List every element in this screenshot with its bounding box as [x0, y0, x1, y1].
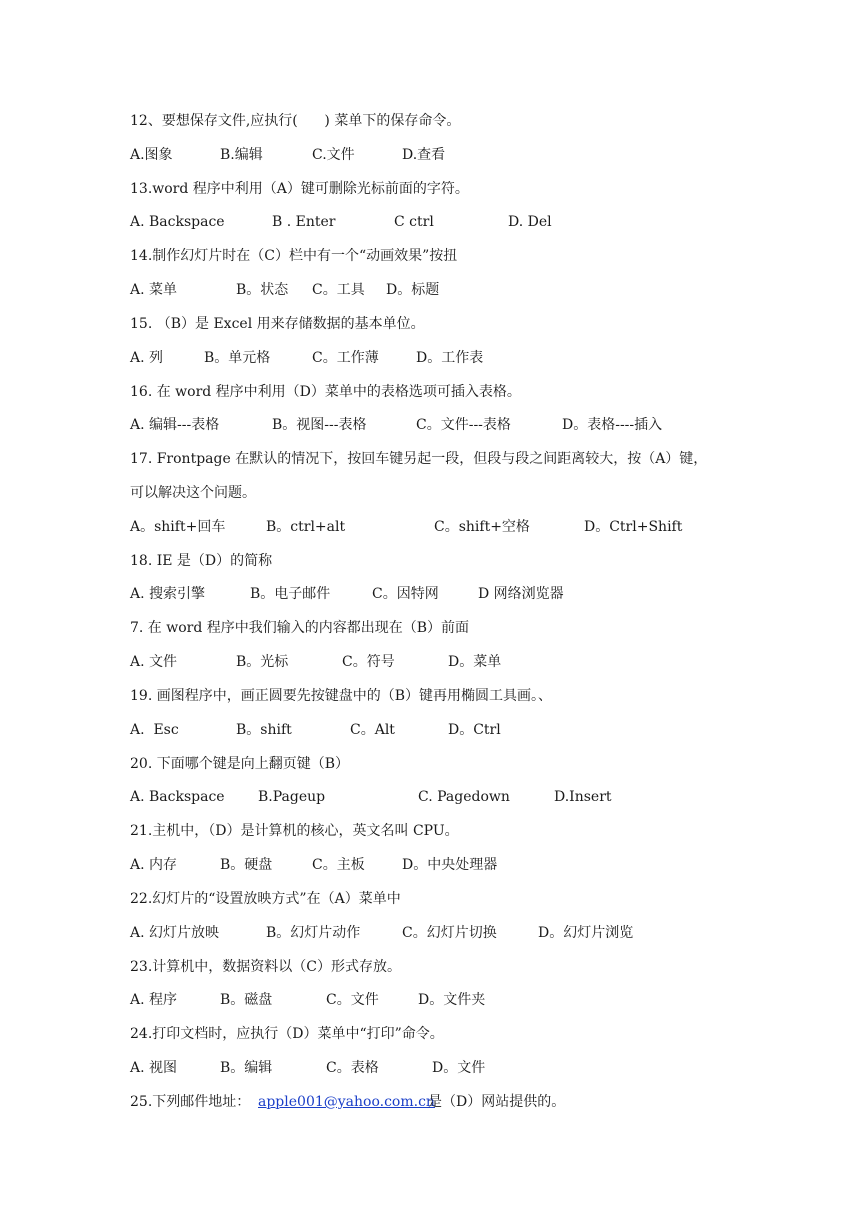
answer-option: C. Pagedown — [418, 789, 510, 806]
answer-option: D. Del — [508, 214, 552, 231]
answer-option: B。ctrl+alt — [266, 518, 346, 535]
answer-option: D.Insert — [554, 789, 612, 806]
answer-option: D。文件 — [432, 1059, 486, 1076]
answer-option: B。单元格 — [204, 349, 271, 366]
answer-option: C。工作薄 — [312, 349, 379, 366]
answer-option: C。shift+空格 — [434, 518, 530, 535]
answer-option: A.图象 — [130, 146, 173, 163]
answer-option: D。文件夹 — [418, 992, 486, 1009]
answer-option: C。文件---表格 — [416, 417, 511, 434]
question-text: 18. IE 是（D）的简称 — [130, 552, 273, 569]
question-text: 21.主机中，（D）是计算机的核心，英文名叫 CPU。 — [130, 823, 459, 840]
answer-option: D.查看 — [402, 146, 446, 163]
answer-option: D。工作表 — [416, 349, 484, 366]
question-text: 23.计算机中，数据资料以（C）形式存放。 — [130, 958, 401, 975]
answer-option: B。光标 — [236, 654, 289, 671]
answer-option: B。视图---表格 — [272, 417, 367, 434]
answer-option: B。硬盘 — [220, 857, 273, 874]
question-text: 25.下列邮件地址： — [130, 1093, 251, 1110]
answer-option: C。表格 — [326, 1059, 379, 1076]
question-text: 19. 画图程序中，画正圆要先按键盘中的（B）键再用椭圆工具画。、 — [130, 687, 553, 704]
answer-option: B。编辑 — [220, 1059, 273, 1076]
answer-option: C。因特网 — [372, 586, 439, 603]
answer-option: D。Ctrl+Shift — [584, 518, 683, 535]
answer-option: C。主板 — [312, 857, 365, 874]
answer-option: C。Alt — [350, 721, 395, 738]
answer-option: C ctrl — [394, 214, 434, 231]
answer-option: A. 菜单 — [130, 282, 178, 299]
answer-option: A. 列 — [130, 349, 164, 366]
answer-option: A. Esc — [130, 721, 179, 738]
answer-option: B。幻灯片动作 — [266, 924, 361, 941]
answer-option: C。符号 — [342, 654, 395, 671]
question-text: 13.word 程序中利用（A）键可删除光标前面的字符。 — [130, 180, 469, 197]
answer-option: B.编辑 — [220, 146, 263, 163]
question-text: 22.幻灯片的“设置放映方式”在（A）菜单中 — [130, 890, 401, 907]
question-text: 12、要想保存文件,应执行( ) 菜单下的保存命令。 — [130, 113, 461, 129]
answer-option: A. Backspace — [130, 214, 225, 231]
answer-option: A. 搜索引擎 — [130, 586, 206, 603]
answer-option: A. 视图 — [130, 1059, 178, 1076]
answer-option: A. 文件 — [130, 654, 178, 671]
email-link[interactable]: apple001@yahoo.com.cn — [258, 1093, 435, 1110]
question-text: 14.制作幻灯片时在（C）栏中有一个“动画效果”按扭 — [130, 248, 458, 265]
question-text: 可以解决这个问题。 — [130, 485, 256, 502]
answer-option: C。文件 — [326, 992, 379, 1009]
answer-option: D。标题 — [386, 282, 440, 299]
question-text: 20. 下面哪个键是向上翻页键（B） — [130, 755, 350, 772]
answer-option: B.Pageup — [258, 789, 326, 806]
answer-option: D。表格----插入 — [562, 417, 663, 434]
answer-option: D。中央处理器 — [402, 857, 498, 874]
answer-option: B . Enter — [272, 214, 336, 231]
question-text: 16. 在 word 程序中利用（D）菜单中的表格选项可插入表格。 — [130, 383, 521, 400]
answer-option: B。磁盘 — [220, 992, 273, 1009]
answer-option: B。shift — [236, 721, 292, 738]
answer-option: D。菜单 — [448, 654, 502, 671]
answer-option: C.文件 — [312, 146, 355, 163]
question-text: 24.打印文档时，应执行（D）菜单中“打印”命令。 — [130, 1026, 444, 1043]
answer-option: C。幻灯片切换 — [402, 924, 497, 941]
question-text: 7. 在 word 程序中我们输入的内容都出现在（B）前面 — [130, 620, 470, 637]
answer-option: A. 内存 — [130, 857, 178, 874]
question-text: 17. Frontpage 在默认的情况下，按回车键另起一段，但段与段之间距离较大，按（A）键， — [130, 451, 708, 468]
answer-option: A。shift+回车 — [130, 518, 226, 535]
answer-option: A. 幻灯片放映 — [130, 924, 220, 941]
answer-option: A. 编辑---表格 — [130, 417, 220, 434]
answer-option: D。幻灯片浏览 — [538, 924, 634, 941]
answer-option: C。工具 — [312, 282, 365, 299]
answer-option: B。状态 — [236, 282, 289, 299]
answer-option: A. Backspace — [130, 789, 225, 806]
answer-option: D。Ctrl — [448, 721, 501, 738]
question-text: 是（D）网站提供的。 — [428, 1093, 566, 1110]
answer-option: A. 程序 — [130, 992, 178, 1009]
answer-option: D 网络浏览器 — [478, 586, 564, 603]
question-text: 15. （B）是 Excel 用来存储数据的基本单位。 — [130, 315, 425, 332]
answer-option: B。电子邮件 — [250, 586, 331, 603]
